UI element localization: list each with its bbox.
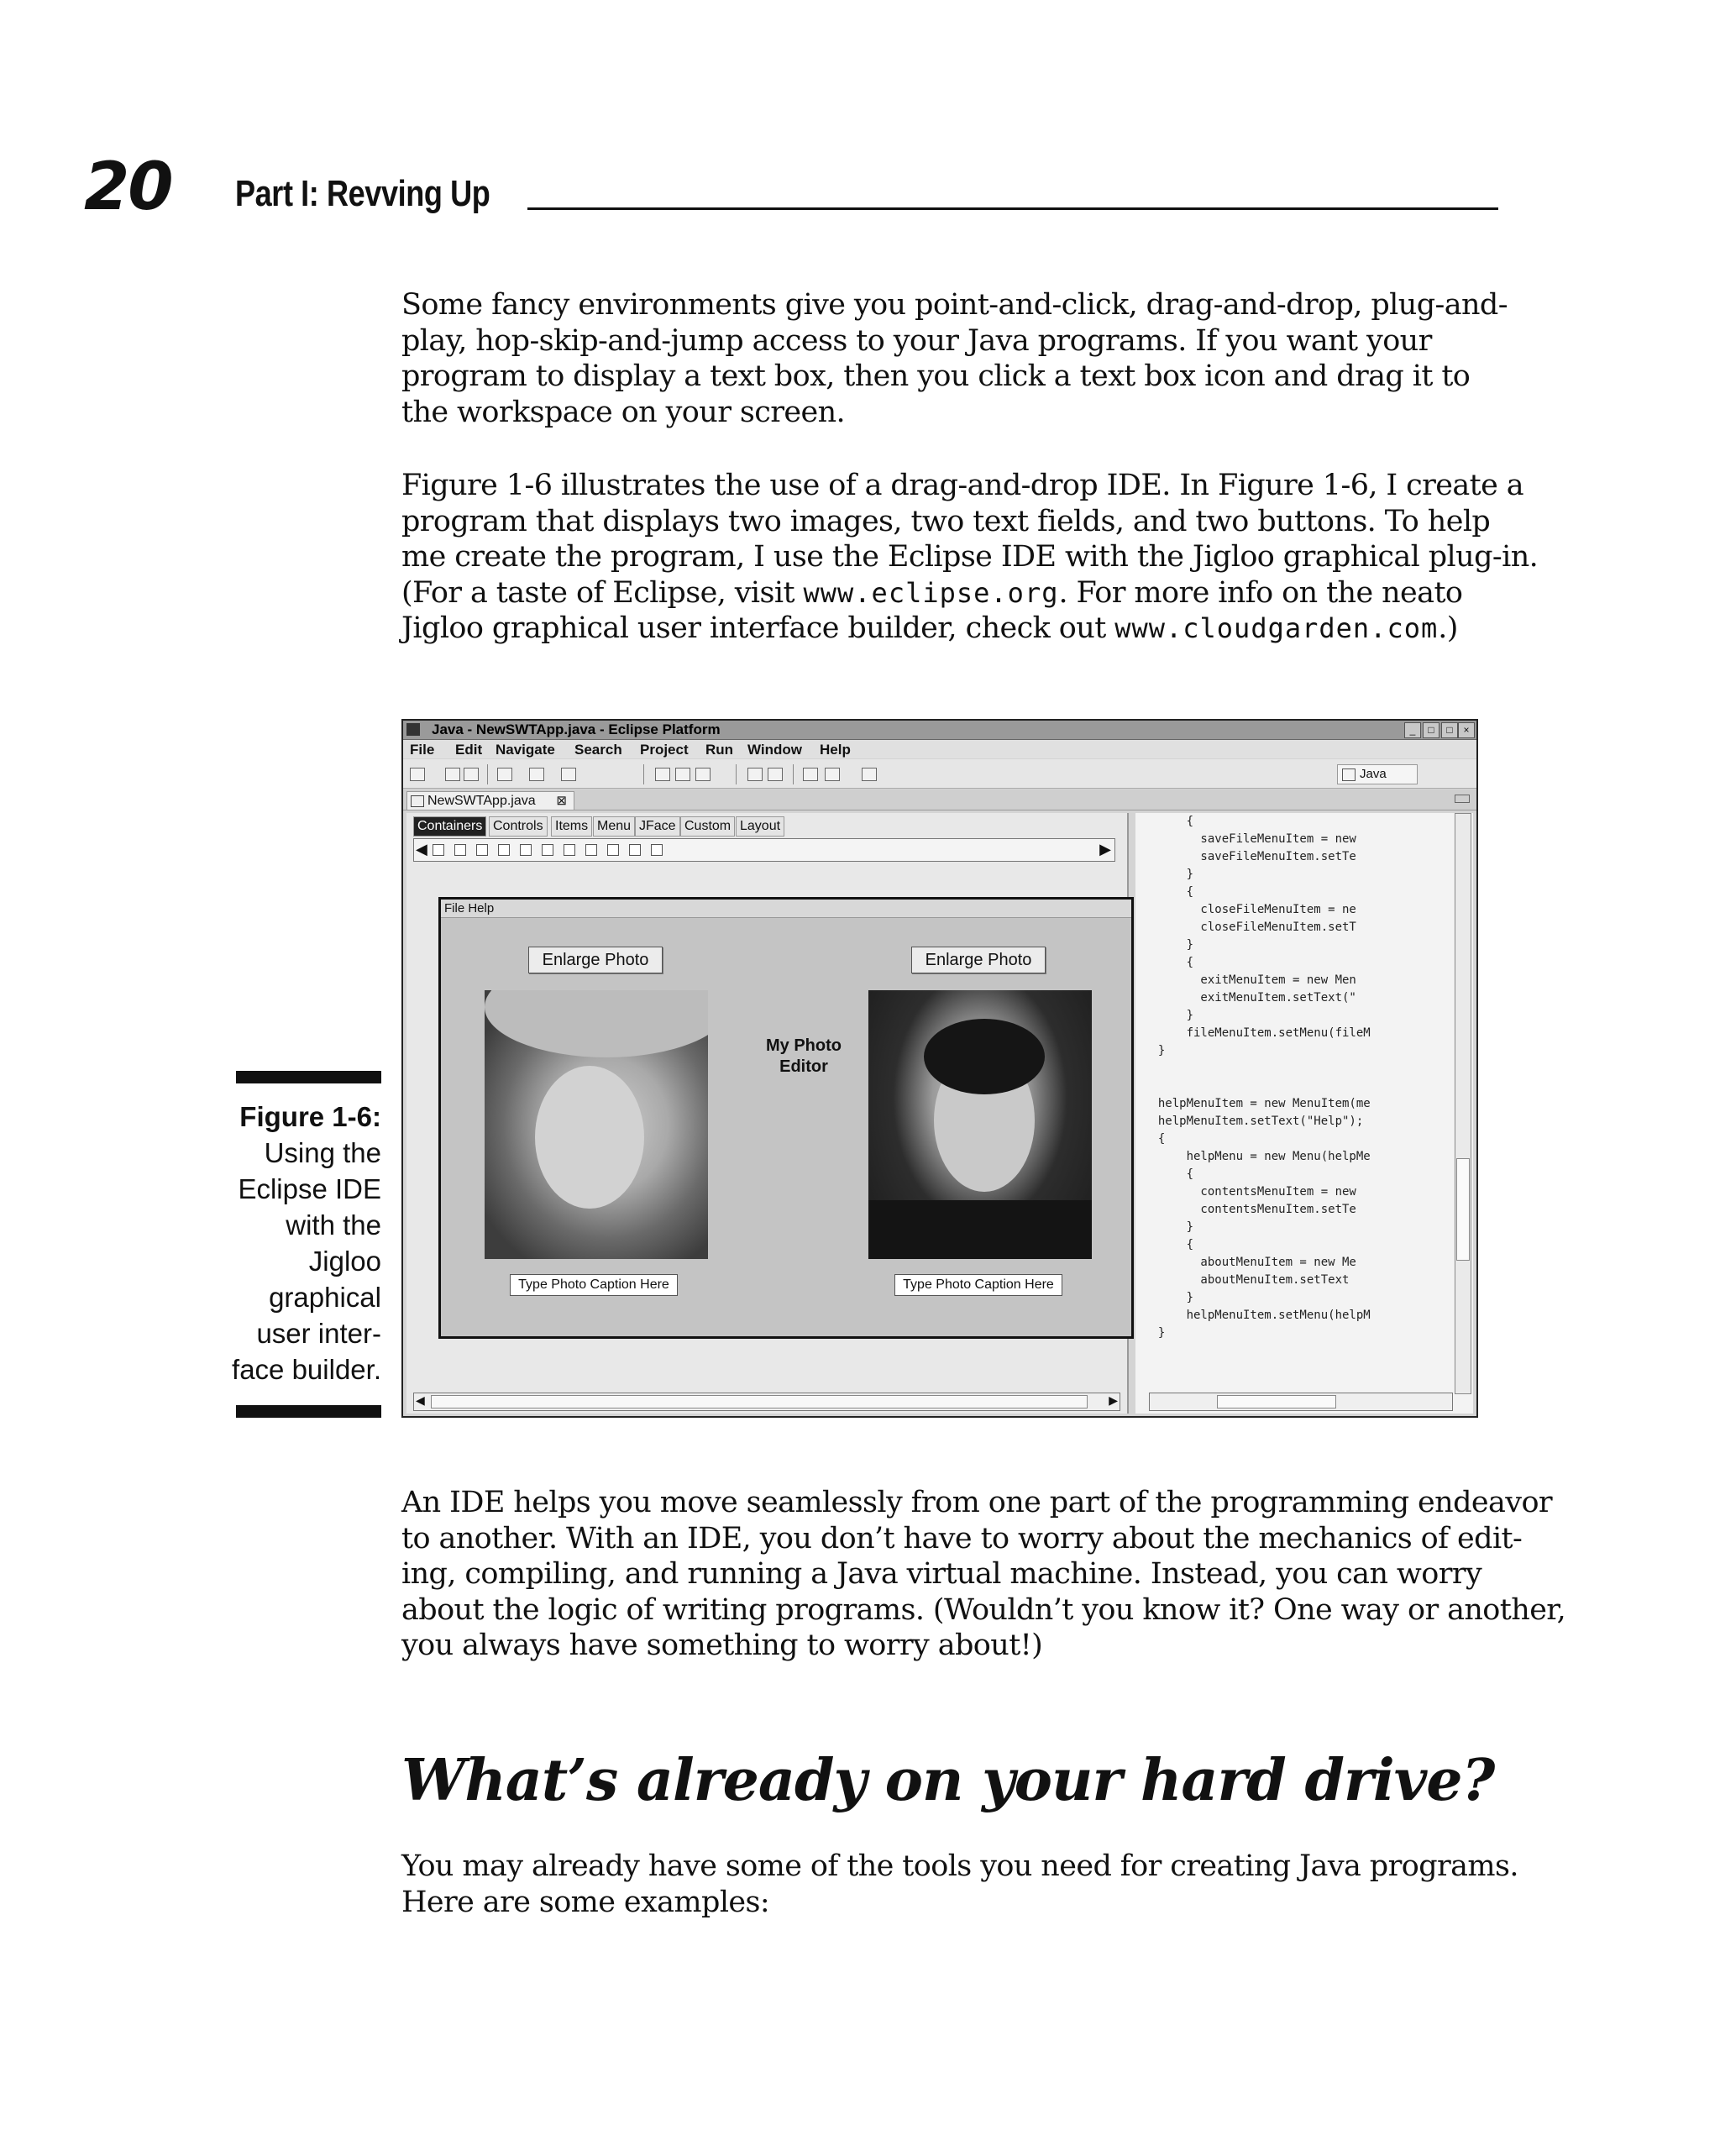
paragraph-2 xyxy=(401,468,1539,647)
toolbar-separator xyxy=(736,764,737,784)
code-line: { xyxy=(1144,815,1194,828)
window-titlebar xyxy=(403,721,1476,740)
caption-top-bar xyxy=(236,1071,381,1083)
scrollbar-thumb[interactable] xyxy=(1217,1395,1336,1408)
eclipse-screenshot xyxy=(401,719,1478,1418)
page-number: 20 xyxy=(84,150,172,225)
text-line xyxy=(401,575,1502,611)
code-line: } xyxy=(1144,868,1194,881)
code-pane xyxy=(1135,813,1473,1414)
new-icon[interactable] xyxy=(410,768,425,781)
paragraph-4 xyxy=(401,1849,1518,1920)
suit-shape xyxy=(868,1200,1092,1259)
header-rule xyxy=(527,207,1498,210)
code-line: helpMenuItem = new MenuItem(me xyxy=(1144,1097,1371,1110)
code-line: { xyxy=(1144,885,1194,899)
text-line: Some fancy environments give you point-and-click, drag-and-drop, plug-and- xyxy=(401,288,1508,322)
scrollbar-thumb[interactable] xyxy=(1456,1158,1470,1261)
debug-icon[interactable] xyxy=(497,768,512,781)
text-line: An IDE helps you move seamlessly from one part of the programming endeavor xyxy=(401,1486,1553,1519)
caption-field-left[interactable]: Type Photo Caption Here xyxy=(510,1274,678,1296)
menu-window[interactable]: Window xyxy=(747,742,802,758)
composite-icon[interactable] xyxy=(433,844,444,856)
running-head: Part I: Revving Up xyxy=(235,173,490,214)
app-title-label xyxy=(745,1036,863,1078)
print-icon[interactable] xyxy=(464,768,479,781)
eclipse-url: www.eclipse.org xyxy=(803,576,1059,609)
external-tools-icon[interactable] xyxy=(561,768,576,781)
text-line: Here are some examples: xyxy=(401,1885,770,1919)
code-line xyxy=(1144,1078,1446,1095)
close-tab-icon[interactable]: ⊠ xyxy=(556,794,567,808)
face-shape xyxy=(535,1066,644,1209)
scroll-right-icon[interactable]: ▶ xyxy=(1109,1393,1118,1407)
design-canvas xyxy=(438,897,1134,1339)
java-perspective-button[interactable] xyxy=(1337,764,1418,784)
caption-bottom-bar xyxy=(236,1405,381,1418)
section-heading: What’s already on your hard drive? xyxy=(401,1747,1495,1814)
code-line: } xyxy=(1144,1044,1166,1057)
caption-line: Using the xyxy=(264,1137,381,1168)
tab-layout[interactable]: Layout xyxy=(736,816,784,837)
design-pane xyxy=(406,813,1129,1414)
form-icon[interactable] xyxy=(607,844,619,856)
toolbar-separator xyxy=(793,764,794,784)
code-line: saveFileMenuItem.setTe xyxy=(1144,850,1356,863)
text-line: You may already have some of the tools you need for creating Java programs. xyxy=(401,1849,1518,1883)
code-line: { xyxy=(1144,1238,1194,1251)
shell-icon[interactable] xyxy=(542,844,553,856)
menu-edit[interactable]: Edit xyxy=(455,742,483,758)
scroll-left-icon[interactable]: ◀ xyxy=(416,841,427,858)
code-line: contentsMenuItem.setTe xyxy=(1144,1203,1356,1216)
run-icon[interactable] xyxy=(529,768,544,781)
maximize-icon[interactable]: □ xyxy=(1441,722,1458,738)
forward-arrow-icon[interactable] xyxy=(862,768,877,781)
menu-project[interactable]: Project xyxy=(640,742,689,758)
toolbar-separator xyxy=(487,764,488,784)
code-line: exitMenuItem.setText(" xyxy=(1144,991,1356,1005)
save-icon[interactable] xyxy=(445,768,460,781)
editor-tab[interactable] xyxy=(406,791,574,810)
toolbar-widget-icon[interactable] xyxy=(651,844,663,856)
enlarge-photo-button-left[interactable]: Enlarge Photo xyxy=(528,947,663,973)
code-line: } xyxy=(1144,938,1194,952)
dialog-icon[interactable] xyxy=(564,844,575,856)
code-line: { xyxy=(1144,1167,1194,1181)
editor-tab-bar xyxy=(403,789,1476,810)
text-fragment: .) xyxy=(1438,611,1458,645)
code-line: fileMenuItem.setMenu(fileM xyxy=(1144,1026,1371,1040)
photo-left xyxy=(485,990,708,1259)
tab-custom[interactable]: Custom xyxy=(680,816,735,837)
back-arrow-icon[interactable] xyxy=(825,768,840,781)
search-icon[interactable] xyxy=(768,768,783,781)
minimize-view-icon[interactable] xyxy=(1455,795,1470,803)
menu-help[interactable]: Help xyxy=(820,742,851,758)
text-line: me create the program, I use the Eclipse IDE with the Jigloo graphical plug-in. xyxy=(401,540,1539,574)
group-icon[interactable] xyxy=(454,844,466,856)
caption-line: graphical xyxy=(269,1282,381,1313)
menu-navigate[interactable]: Navigate xyxy=(496,742,555,758)
text-line: you always have something to worry about!) xyxy=(401,1629,1043,1662)
java-file-icon xyxy=(411,795,424,807)
hair-shape xyxy=(924,1019,1045,1094)
paragraph-1 xyxy=(401,287,1508,430)
perspective-label: Java xyxy=(1360,767,1387,781)
code-line: { xyxy=(1144,956,1194,969)
tab-items[interactable]: Items xyxy=(551,816,592,837)
scrollbar-thumb[interactable] xyxy=(431,1395,1088,1408)
close-icon[interactable]: × xyxy=(1458,722,1475,738)
code-line: exitMenuItem = new Men xyxy=(1144,973,1356,987)
tab-controls[interactable]: Controls xyxy=(489,816,548,837)
menu-run[interactable]: Run xyxy=(705,742,734,758)
text-line: play, hop-skip-and-jump access to your Java programs. If you want your xyxy=(401,323,1432,358)
restore-icon[interactable]: □ xyxy=(1423,722,1439,738)
text-fragment: (For a taste of Eclipse, visit xyxy=(401,575,804,610)
table-icon[interactable] xyxy=(585,844,597,856)
tab-folder-icon[interactable] xyxy=(520,844,532,856)
caption-line: face builder. xyxy=(232,1354,381,1385)
source-code[interactable] xyxy=(1144,813,1446,1393)
sash-form-icon[interactable] xyxy=(498,844,510,856)
code-line: } xyxy=(1144,1291,1194,1304)
caption-line: with the xyxy=(286,1209,381,1241)
cloudgarden-url: www.cloudgarden.com xyxy=(1114,612,1439,644)
scroll-left-icon[interactable]: ◀ xyxy=(416,1393,425,1407)
text-line: Figure 1-6 illustrates the use of a drag-and-drop IDE. In Figure 1-6, I create a xyxy=(401,469,1524,502)
code-line: contentsMenuItem = new xyxy=(1144,1185,1356,1199)
design-horizontal-scrollbar[interactable] xyxy=(413,1393,1120,1411)
caption-field-right[interactable]: Type Photo Caption Here xyxy=(894,1274,1062,1296)
tab-menu[interactable]: Menu xyxy=(593,816,635,837)
photo-right xyxy=(868,990,1092,1259)
toolbar xyxy=(403,759,1476,789)
menu-bar xyxy=(403,740,1476,758)
code-line: aboutMenuItem.setText xyxy=(1144,1273,1350,1287)
text-line: program that displays two images, two text fields, and two buttons. To help xyxy=(401,504,1491,538)
code-line: closeFileMenuItem.setT xyxy=(1144,921,1356,934)
minimize-icon[interactable]: _ xyxy=(1404,722,1421,738)
editor-tab-label: NewSWTApp.java xyxy=(427,794,536,808)
open-type-icon[interactable] xyxy=(747,768,763,781)
code-line: saveFileMenuItem = new xyxy=(1144,832,1356,846)
back-icon[interactable] xyxy=(803,768,818,781)
new-java-project-icon[interactable] xyxy=(655,768,670,781)
code-line: helpMenuItem.setText("Help"); xyxy=(1144,1115,1364,1128)
code-line: helpMenuItem.setMenu(helpM xyxy=(1144,1309,1371,1322)
code-vertical-scrollbar[interactable] xyxy=(1455,813,1471,1394)
toolbar-separator xyxy=(643,764,644,784)
tab-containers[interactable]: Containers xyxy=(413,816,486,837)
text-line: to another. With an IDE, you don’t have to worry about the mechanics of edit- xyxy=(401,1521,1523,1555)
code-line: helpMenu = new Menu(helpMe xyxy=(1144,1150,1371,1163)
widget-icon[interactable] xyxy=(629,844,641,856)
app-menubar[interactable]: File Help xyxy=(441,900,1131,918)
eclipse-icon xyxy=(406,723,420,736)
figure-caption xyxy=(202,1099,381,1387)
caption-label: Figure 1-6: xyxy=(239,1101,381,1132)
code-line: closeFileMenuItem = ne xyxy=(1144,903,1356,916)
menu-file[interactable]: File xyxy=(410,742,435,758)
text-fragment: Jigloo graphical user interface builder, check out xyxy=(401,611,1115,645)
menu-search[interactable]: Search xyxy=(574,742,622,758)
text-line: about the logic of writing programs. (Wouldn’t you know it? One way or another, xyxy=(401,1592,1566,1627)
scroll-right-icon[interactable]: ▶ xyxy=(1099,841,1111,858)
new-package-icon[interactable] xyxy=(675,768,690,781)
app-title-line: My Photo xyxy=(766,1036,842,1055)
text-fragment: . For more info on the neato xyxy=(1058,575,1463,610)
code-horizontal-scrollbar[interactable] xyxy=(1149,1393,1453,1411)
palette-row xyxy=(413,838,1115,862)
text-line xyxy=(401,611,1502,647)
code-line: } xyxy=(1144,1009,1194,1022)
text-line: program to display a text box, then you click a text box icon and drag it to xyxy=(401,359,1471,393)
text-line: ing, compiling, and running a Java virtual machine. Instead, you can worry xyxy=(401,1557,1482,1591)
code-line xyxy=(1144,1060,1446,1078)
new-class-icon[interactable] xyxy=(695,768,711,781)
code-line: { xyxy=(1144,1132,1166,1146)
canvas-icon[interactable] xyxy=(476,844,488,856)
enlarge-photo-button-right[interactable]: Enlarge Photo xyxy=(911,947,1046,973)
hat-shape xyxy=(485,990,708,1057)
paragraph-3 xyxy=(401,1485,1566,1664)
window-title: Java - NewSWTApp.java - Eclipse Platform xyxy=(432,721,721,737)
text-line: the workspace on your screen. xyxy=(401,395,846,429)
tab-jface[interactable]: JFace xyxy=(635,816,680,837)
java-perspective-icon xyxy=(1342,769,1356,781)
code-line: } xyxy=(1144,1326,1166,1340)
caption-line: Eclipse IDE xyxy=(238,1173,381,1204)
code-line: } xyxy=(1144,1220,1194,1234)
caption-line: Jigloo xyxy=(308,1246,381,1277)
caption-line: user inter- xyxy=(256,1318,381,1349)
code-line: aboutMenuItem = new Me xyxy=(1144,1256,1356,1269)
app-title-line: Editor xyxy=(779,1057,828,1076)
